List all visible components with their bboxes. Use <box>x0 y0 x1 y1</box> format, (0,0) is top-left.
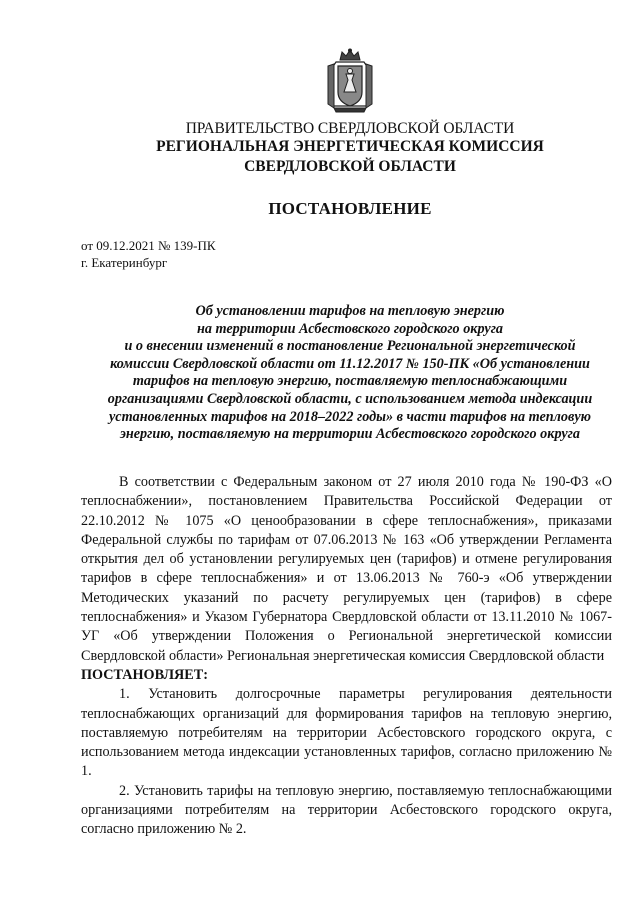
subject-line: комиссии Свердловской области от 11.12.2017 № 150-ПК «Об установлении <box>110 355 590 372</box>
document-body <box>81 473 612 840</box>
document-date-number: от 09.12.2021 № 139-ПК <box>81 238 216 253</box>
subject-line: энергию, поставляемую на территории Асбестовского городского округа <box>119 426 580 443</box>
subject-line: на территории Асбестовского городского округа <box>196 320 504 337</box>
subject-line: тарифов на тепловую энергию, поставляемую теплоснабжающими <box>132 373 568 390</box>
document-title: ПОСТАНОВЛЕНИЕ <box>268 199 432 218</box>
decree-heading: ПОСТАНОВЛЯЕТ: <box>81 666 208 683</box>
subject-line: установленных тарифов на 2018–2022 годы» в части тарифов на тепловую <box>108 408 592 425</box>
subject-line: Об установлении тарифов на тепловую энергию <box>195 303 505 319</box>
decree-item-2: 2. Установить тарифы на тепловую энергию, поставляемую теплоснабжающими организациями потребителям на территории Асбестовского городского округа, согласно приложению № 2. <box>81 782 612 838</box>
header-commission: РЕГИОНАЛЬНАЯ ЭНЕРГЕТИЧЕСКАЯ КОМИССИЯ <box>156 138 544 155</box>
coat-of-arms-emblem <box>322 48 378 114</box>
subject-line: и о внесении изменений в постановление Региональной энергетической <box>124 338 576 355</box>
header-government: ПРАВИТЕЛЬСТВО СВЕРДЛОВСКОЙ ОБЛАСТИ <box>185 120 515 137</box>
header-region: СВЕРДЛОВСКОЙ ОБЛАСТИ <box>244 158 456 175</box>
subject-line: организациями Свердловской области, с использованием метода индексации <box>107 390 593 407</box>
document-subject <box>80 303 620 444</box>
document-city: г. Екатеринбург <box>81 255 168 270</box>
preamble-paragraph: В соответствии с Федеральным законом от 27 июля 2010 года № 190-ФЗ «О теплоснабжении», постановлением Правительства Российской Федерации от 22.10.2012 № 1075 «О ценообразовании в сфере теплоснабжения», приказами Федеральной службы по тарифам от 07.06.2013 № 163 «Об утверждении Регламента открытия дел об установлении регулируемых цен (тарифов) и отмене регулирования тарифов в сфере теплоснабжения» и от 13.06.2013 № 760-э «Об утверждении Методических указаний по расчету регулируемых цен (тарифов) в сфере теплоснабжения» и Указом Губернатора Свердловской области от 13.11.2010 № 1067-УГ «Об утверждении Положения о Региональной энергетической комиссии Свердловской области» Региональная энергетическая комиссия Свердловской области <box>81 474 612 664</box>
decree-item-1: 1. Установить долгосрочные параметры регулирования деятельности теплоснабжающих организаций для формирования тарифов на тепловую энергию, поставляемую потребителям на территории Асбестовского городского округа, с использованием метода индексации установленных тарифов, согласно приложению № 1. <box>81 686 612 780</box>
